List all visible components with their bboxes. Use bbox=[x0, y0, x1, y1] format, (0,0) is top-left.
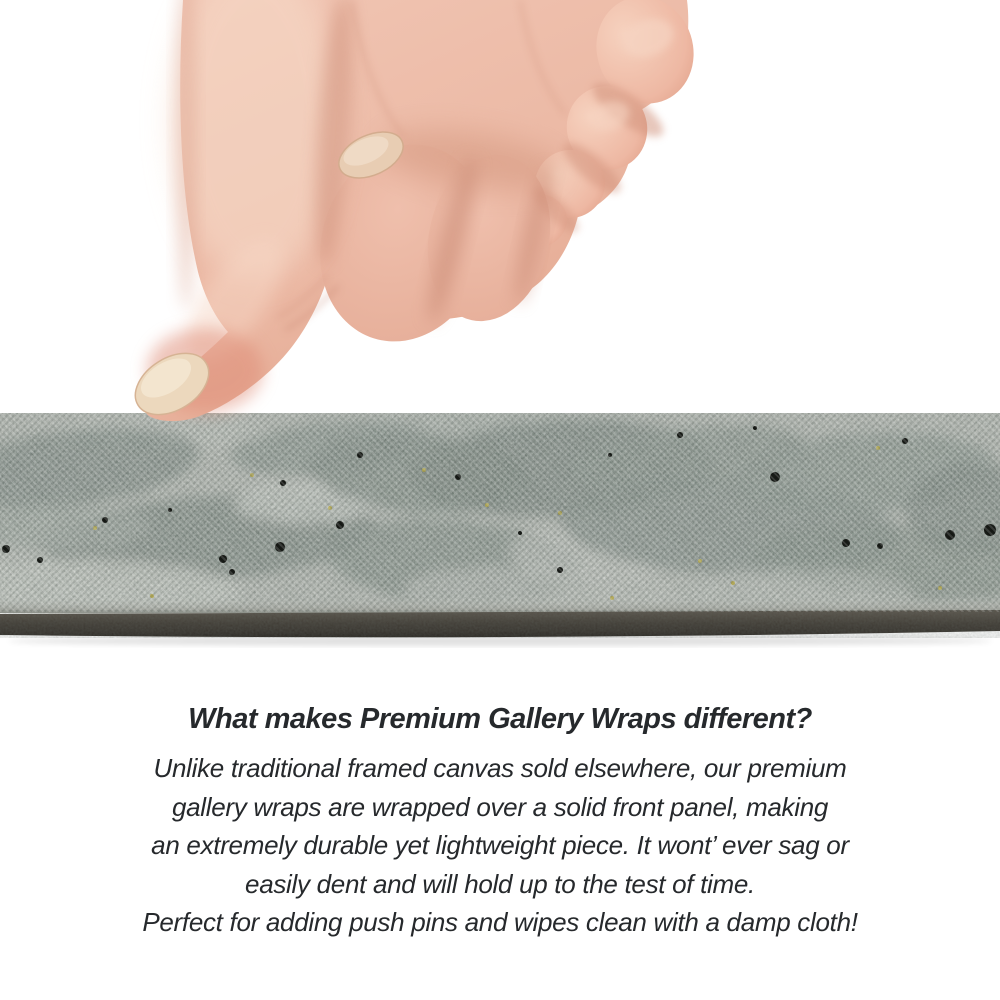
caption-heading: What makes Premium Gallery Wraps different? bbox=[188, 703, 812, 735]
caption-line: easily dent and will hold up to the test of time. bbox=[245, 868, 755, 899]
caption-line: Perfect for adding push pins and wipes clean with a damp cloth! bbox=[142, 907, 858, 937]
canvas-grain-dark bbox=[0, 413, 1000, 613]
hand-photo bbox=[0, 0, 1000, 440]
hand-left-edge-shade bbox=[176, 0, 196, 310]
caption-block bbox=[0, 699, 1000, 942]
caption-line: Unlike traditional framed canvas sold elsewhere, our premium bbox=[153, 753, 847, 783]
caption-line: an extremely durable yet lightweight piece. It wont’ ever sag or bbox=[151, 830, 849, 860]
canvas-edge-grain bbox=[0, 610, 1000, 638]
caption-line: gallery wraps are wrapped over a solid front panel, making bbox=[171, 791, 829, 822]
canvas-edge-photo bbox=[0, 413, 1000, 648]
canvas-shadow bbox=[8, 636, 992, 646]
